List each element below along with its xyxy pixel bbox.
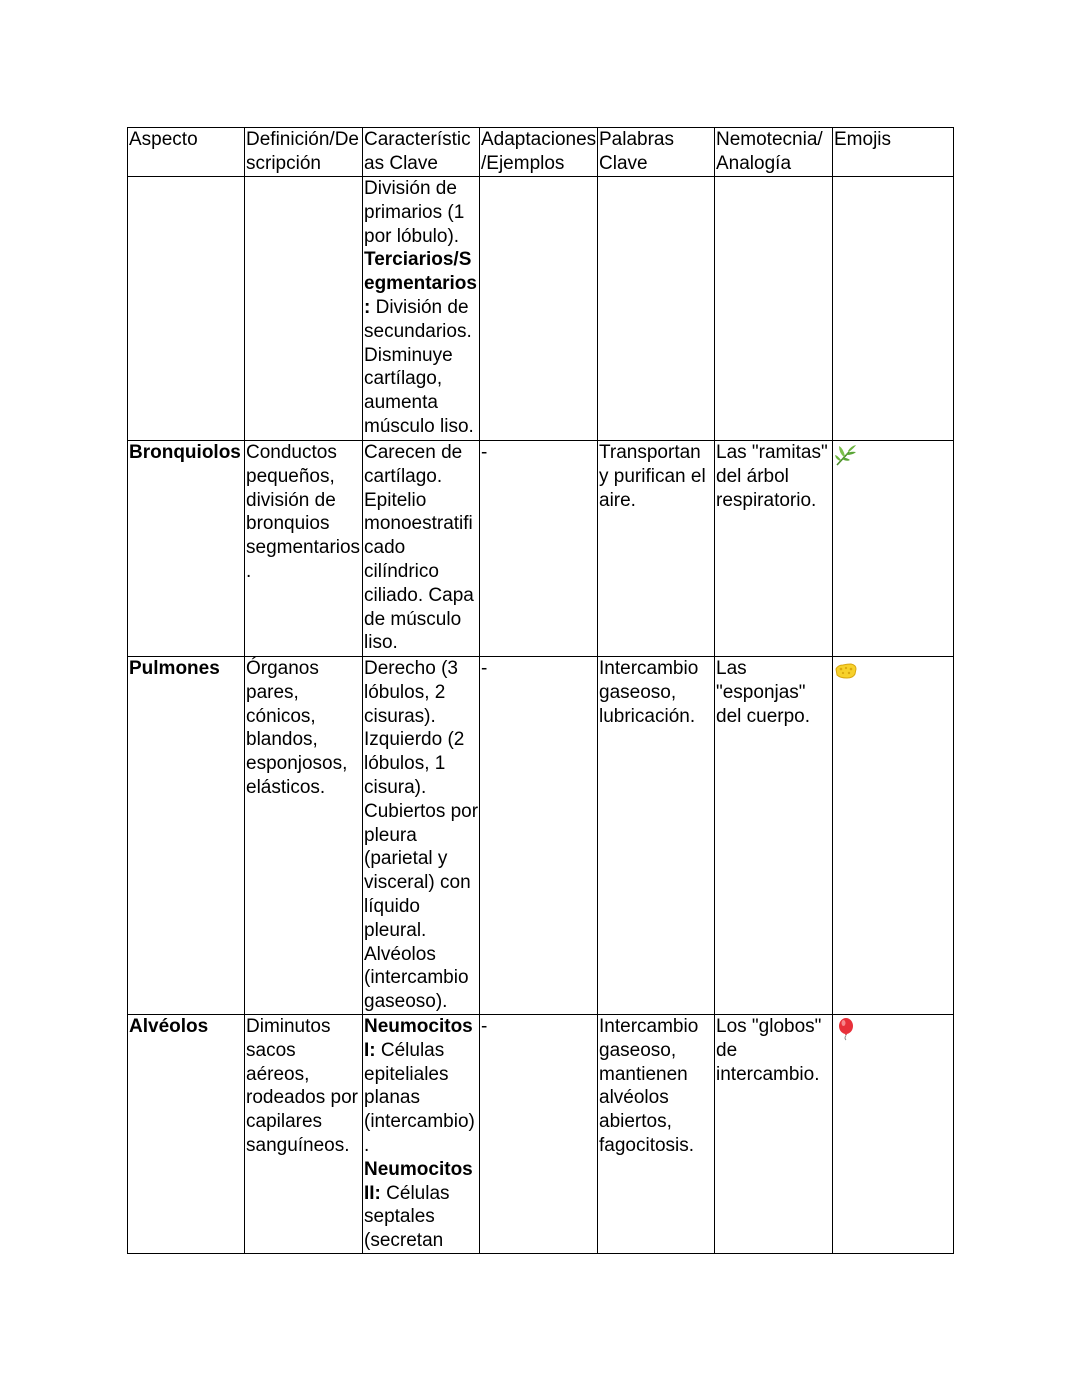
notes-table	[127, 127, 954, 1254]
table-row	[128, 441, 954, 657]
header-cell: Características Clave	[363, 128, 480, 177]
header-cell: Palabras Clave	[598, 128, 715, 177]
balloon-icon	[834, 1017, 858, 1041]
adaptations-cell: -	[480, 657, 598, 1015]
text-run: Carecen de cartílago. Epitelio monoestratificado cilíndrico ciliado. Capa de músculo liso.	[364, 442, 474, 654]
bold-term: Neumocitos II:	[364, 1158, 473, 1204]
adaptations-cell: -	[480, 1015, 598, 1254]
keywords-cell: Intercambio gaseoso, mantienen alvéolos abiertos, fagocitosis.	[598, 1015, 715, 1254]
header-cell: Nemotecnia/ Analogía	[715, 128, 833, 177]
characteristics-cell	[363, 657, 480, 1015]
mnemonic-cell: Los "globos" de intercambio.	[715, 1015, 833, 1254]
emoji-cell	[833, 657, 954, 1015]
keywords-cell: Intercambio gaseoso, lubricación.	[598, 657, 715, 1015]
definition-cell	[245, 177, 363, 441]
mnemonic-cell: Las "ramitas" del árbol respiratorio.	[715, 441, 833, 657]
text-run: Derecho (3 lóbulos, 2 cisuras). Izquierdo (2 lóbulos, 1 cisura). Cubiertos por pleura (parietal y visceral) con líquido pleural. Alvéolos (intercambio gaseoso).	[364, 658, 479, 1013]
table-row	[128, 1015, 954, 1254]
characteristics-cell	[363, 1015, 480, 1254]
header-cell: Definición/Descripción	[245, 128, 363, 177]
emoji-cell	[833, 1015, 954, 1254]
aspect-cell	[128, 177, 245, 441]
bold-term: Terciarios/Segmentarios:	[364, 249, 477, 318]
aspect-cell: Pulmones	[128, 657, 245, 1015]
keywords-cell: Transportan y purifican el aire.	[598, 441, 715, 657]
table-header-row	[128, 128, 954, 177]
adaptations-cell: -	[480, 441, 598, 657]
table-row	[128, 177, 954, 441]
text-run: División de primarios (1 por lóbulo).	[364, 178, 465, 247]
aspect-cell: Bronquiolos	[128, 441, 245, 657]
text-run: Células septales (secretan	[364, 1182, 450, 1252]
table-row	[128, 657, 954, 1015]
header-cell: Aspecto	[128, 128, 245, 177]
sponge-icon	[834, 659, 858, 683]
mnemonic-cell: Las "esponjas" del cuerpo.	[715, 657, 833, 1015]
emoji-cell	[833, 441, 954, 657]
header-cell: Emojis	[833, 128, 954, 177]
emoji-cell	[833, 177, 954, 441]
text-run: Células epiteliales planas (intercambio).	[364, 1039, 475, 1156]
header-cell: Adaptaciones/Ejemplos	[480, 128, 598, 177]
bold-term: Neumocitos I:	[364, 1016, 473, 1061]
mnemonic-cell	[715, 177, 833, 441]
adaptations-cell	[480, 177, 598, 441]
characteristics-cell	[363, 177, 480, 441]
characteristics-cell	[363, 441, 480, 657]
keywords-cell	[598, 177, 715, 441]
definition-cell: Conductos pequeños, división de bronquios segmentarios.	[245, 441, 363, 657]
aspect-cell: Alvéolos	[128, 1015, 245, 1254]
definition-cell: Diminutos sacos aéreos, rodeados por capilares sanguíneos.	[245, 1015, 363, 1254]
text-run: División de secundarios. Disminuye cartílago, aumenta músculo liso.	[364, 296, 474, 437]
definition-cell: Órganos pares, cónicos, blandos, esponjosos, elásticos.	[245, 657, 363, 1015]
leaf-icon	[834, 443, 858, 467]
